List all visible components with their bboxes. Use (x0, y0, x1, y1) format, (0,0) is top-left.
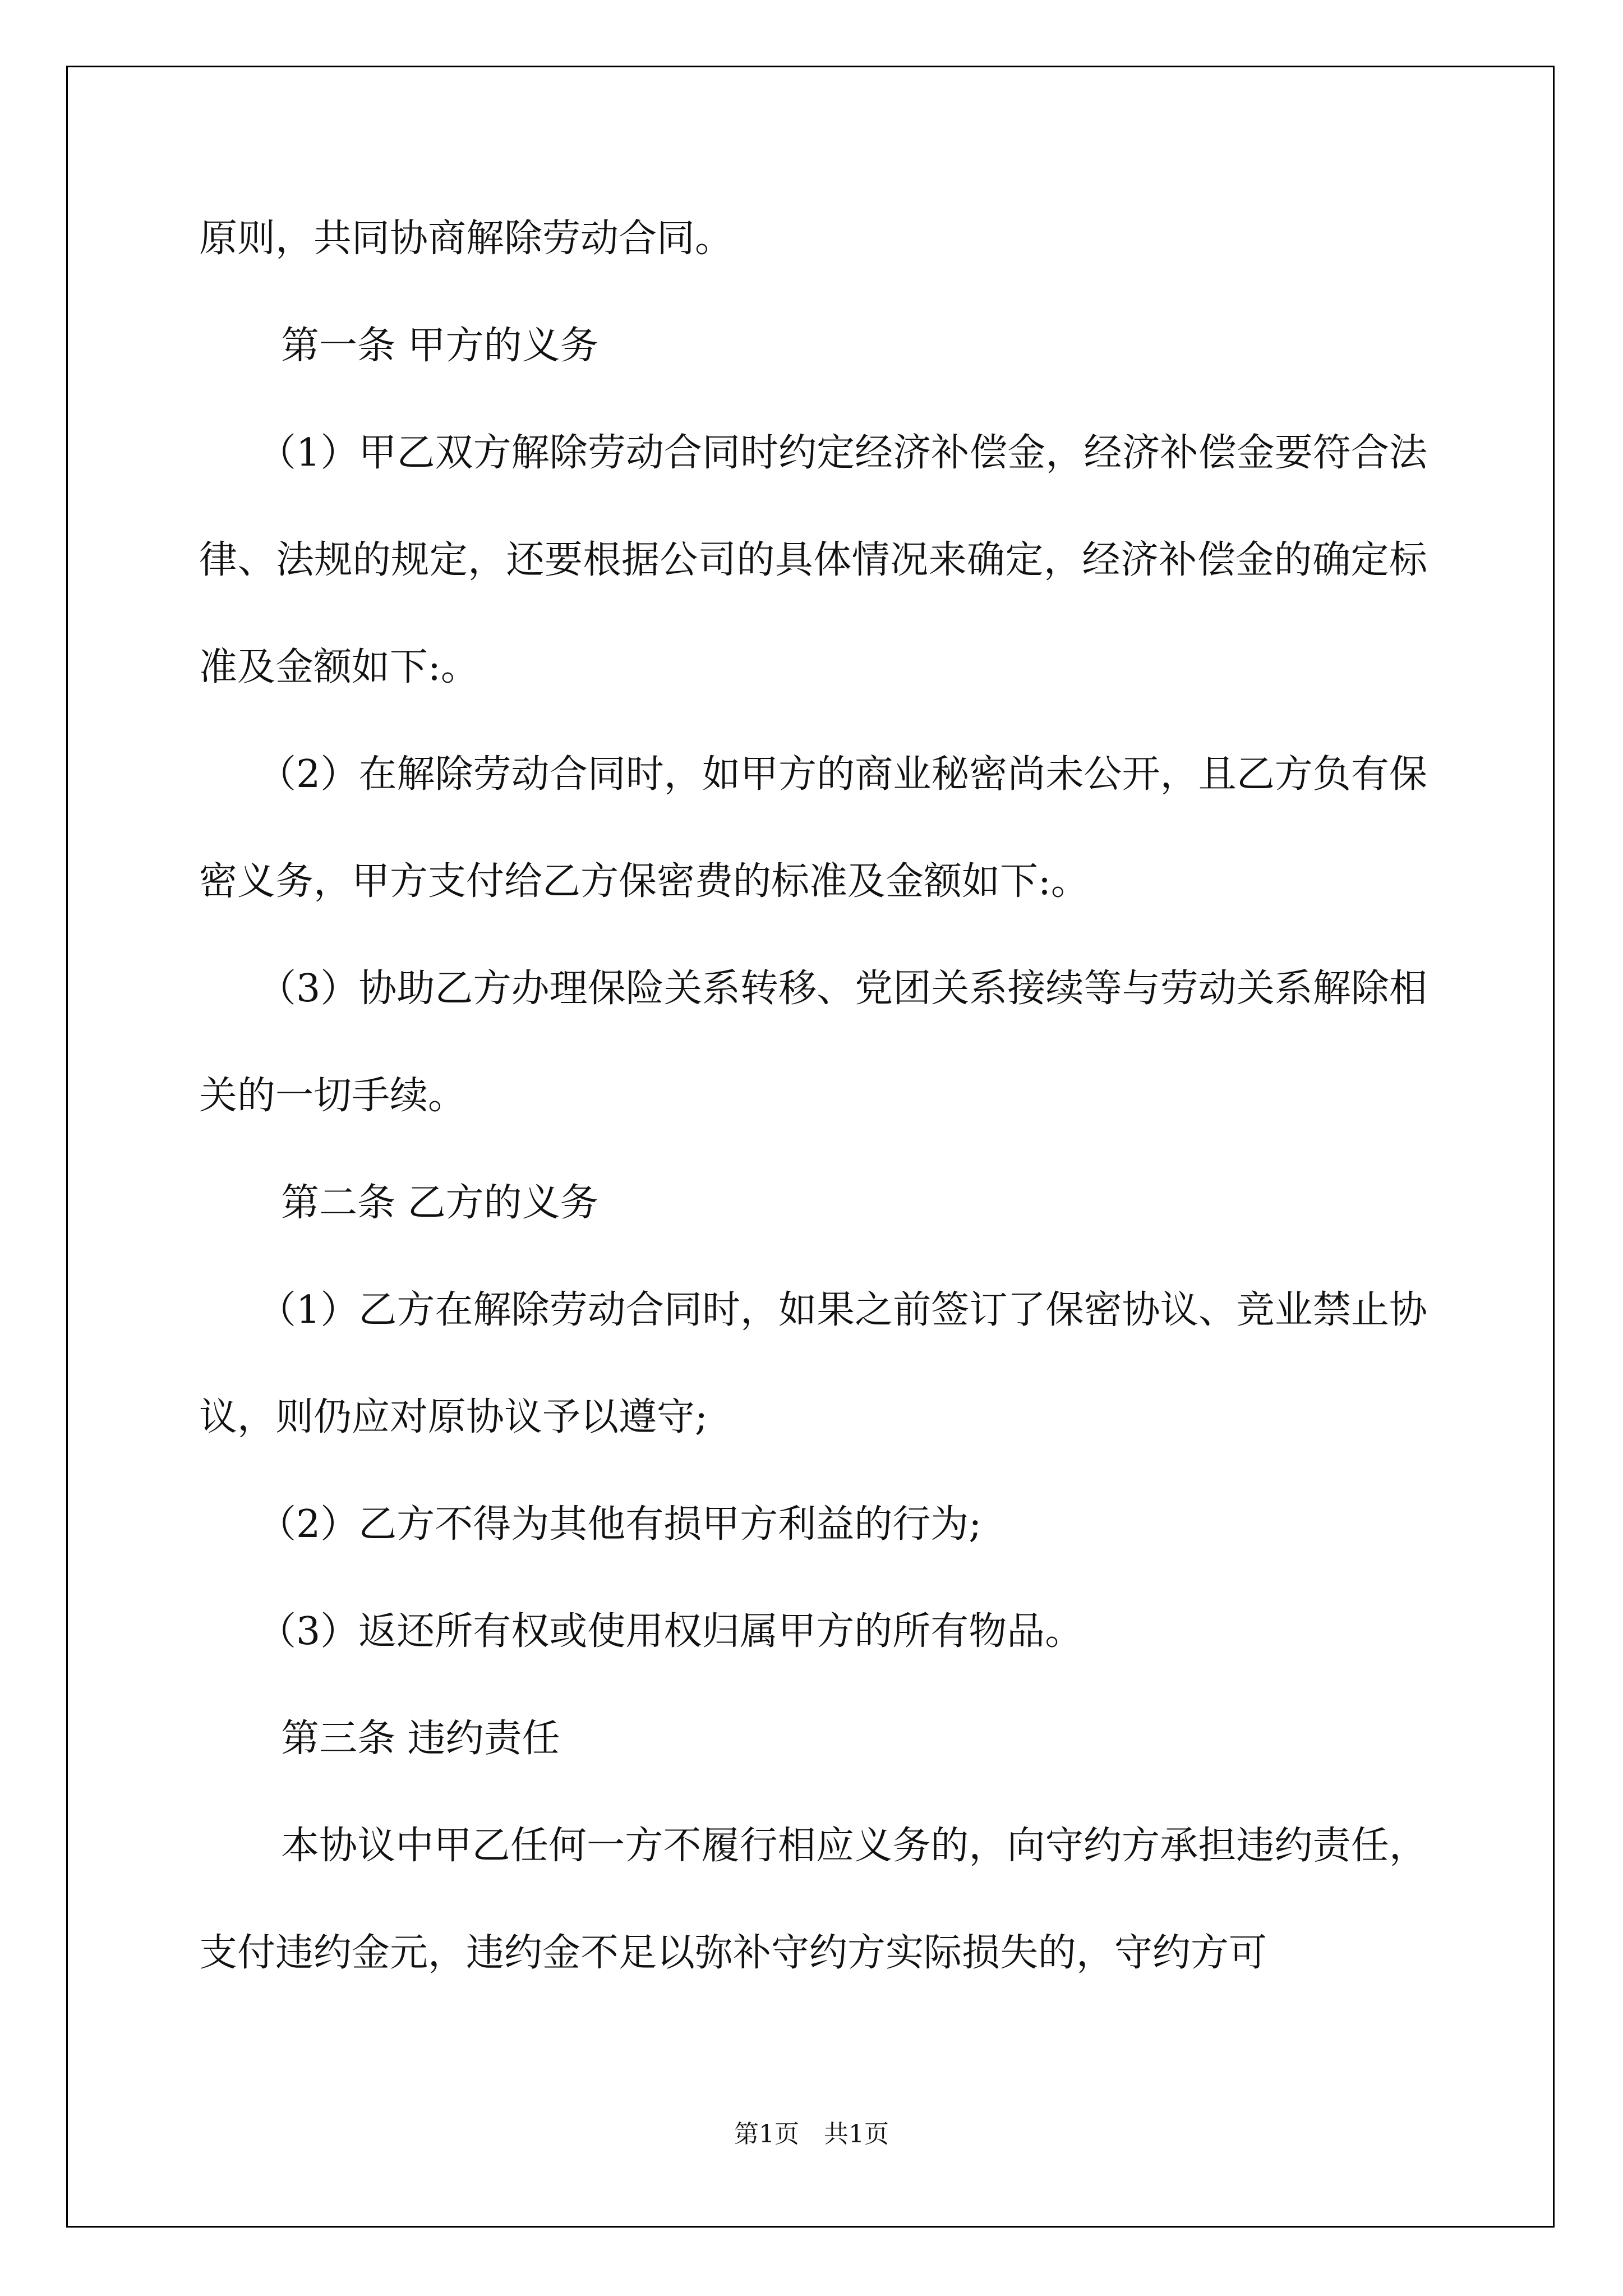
heading-article-1: 第一条 甲方的义务 (281, 324, 598, 368)
paragraph-intro: 原则，共同协商解除劳动合同。 (199, 217, 734, 261)
heading-article-3: 第三条 违约责任 (281, 1717, 560, 1761)
heading-article-2: 第二条 乙方的义务 (281, 1181, 598, 1225)
paragraph-article-1-item-3: （3）协助乙方办理保险关系转移、党团关系接续等与劳动关系解除相关的一切手续。 (199, 967, 1427, 1118)
paragraph-article-2-item-1: （1）乙方在解除劳动合同时，如果之前签订了保密协议、竞业禁止协议，则仍应对原协议予以遵守; (199, 1288, 1427, 1439)
document-body (199, 185, 1427, 2007)
paragraph-article-1-item-2: （2）在解除劳动合同时，如甲方的商业秘密尚未公开，且乙方负有保密义务，甲方支付给乙方保密费的标准及金额如下:。 (199, 752, 1427, 904)
paragraph-article-1-item-1: （1）甲乙双方解除劳动合同时约定经济补偿金，经济补偿金要符合法律、法规的规定，还要根据公司的具体情况来确定，经济补偿金的确定标准及金额如下:。 (199, 431, 1427, 689)
paragraph-article-3-body: 本协议中甲乙任何一方不履行相应义务的，向守约方承担违约责任，支付违约金元，违约金不足以弥补守约方实际损失的，守约方可 (199, 1824, 1427, 1975)
paragraph-article-2-item-2: （2）乙方不得为其他有损甲方利益的行为; (258, 1502, 982, 1547)
paragraph-article-2-item-3: （3）返还所有权或使用权归属甲方的所有物品。 (258, 1609, 1083, 1654)
page-number-footer: 第1页 共1页 (734, 2120, 889, 2148)
